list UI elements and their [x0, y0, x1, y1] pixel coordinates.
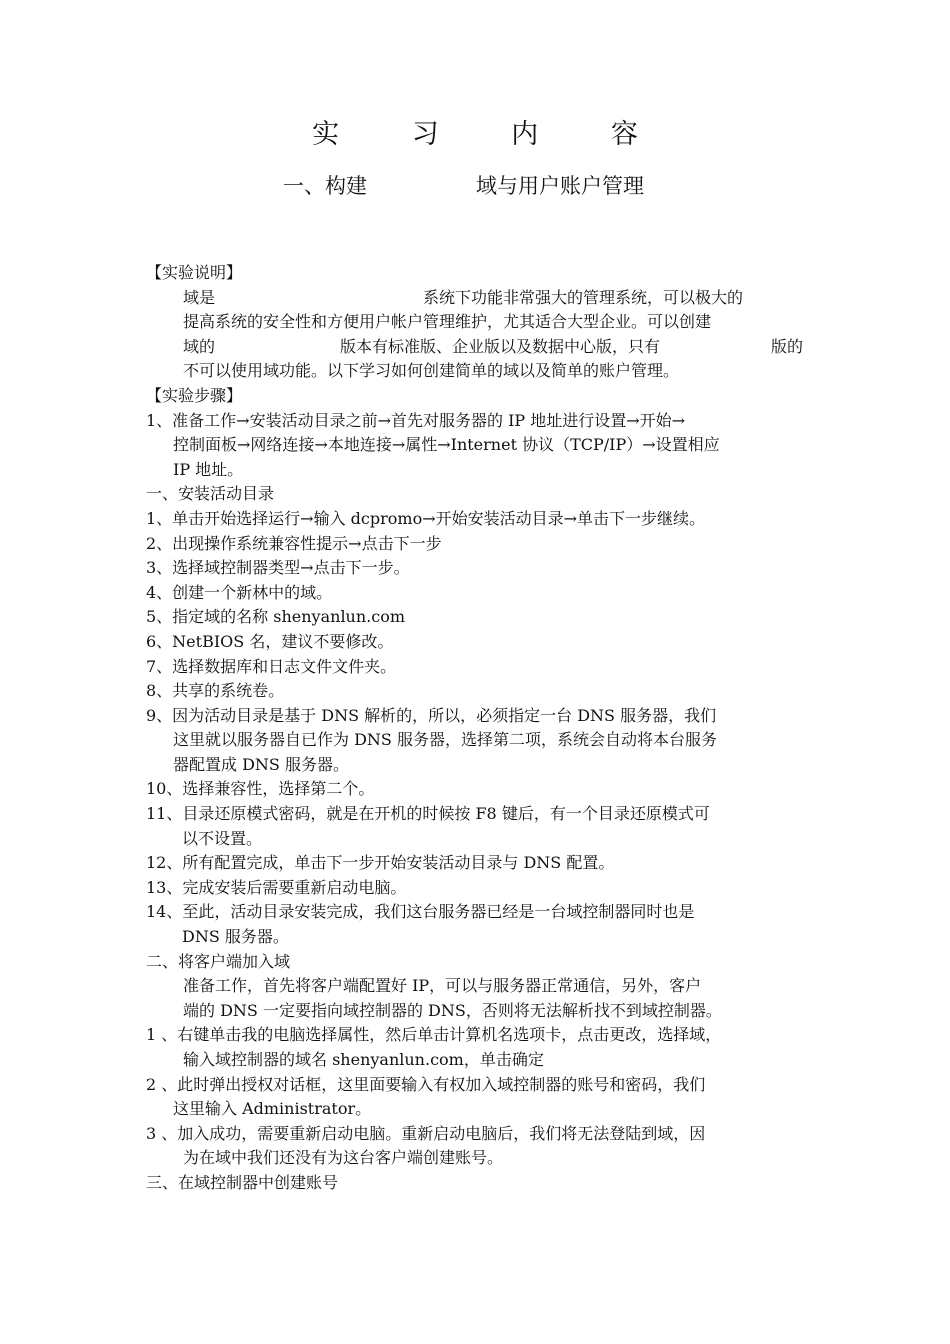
page-title: 实 习 内 容 [312, 119, 670, 150]
list-item-cont: 以不设置。 [182, 828, 263, 848]
document-body [146, 261, 810, 1196]
list-item: 12、所有配置完成，单击下一步开始安装活动目录与 DNS 配置。 [146, 853, 615, 873]
list-item: 5、指定域的名称 shenyanlun.com [146, 607, 406, 627]
list-item: 2 、此时弹出授权对话框，这里面要输入有权加入域控制器的账号和密码，我们 [146, 1074, 706, 1094]
list-item-cont: 输入域控制器的域名 shenyanlun.com，单击确定 [183, 1050, 544, 1069]
part2-intro-line: 端的 DNS 一定要指向域控制器的 DNS，否则将无法解析找不到域控制器。 [183, 1000, 722, 1020]
explain-line-3-b: 版本有标准版、企业版以及数据中心版，只有 [340, 336, 661, 356]
part2-intro-line: 准备工作，首先将客户端配置好 IP，可以与服务器正常通信，另外，客户 [183, 976, 702, 996]
list-item-cont: 器配置成 DNS 服务器。 [173, 754, 349, 774]
list-item: 6、NetBIOS 名，建议不要修改。 [146, 631, 394, 651]
part3-title: 三、在域控制器中创建账号 [146, 1172, 339, 1192]
explain-line-3-c: 版的 [771, 336, 804, 356]
list-item: 11、目录还原模式密码，就是在开机的时候按 F8 键后，有一个目录还原模式可 [146, 804, 710, 824]
explain-line-1-b: 系统下功能非常强大的管理系统，可以极大的 [423, 287, 744, 307]
list-item: 4、创建一个新林中的域。 [146, 582, 333, 602]
prep-line-1: 1、准备工作→安装活动目录之前→首先对服务器的 IP 地址进行设置→开始→ [146, 410, 686, 430]
explain-line-4: 不可以使用域功能。以下学习如何创建简单的域以及简单的账户管理。 [183, 361, 680, 381]
steps-heading: 【实验步骤】 [146, 385, 243, 405]
section-title [0, 170, 950, 202]
section-title-left: 一、构建 [283, 174, 367, 198]
explain-line-1-a: 域是 [183, 287, 216, 307]
list-item-cont: 这里就以服务器自已作为 DNS 服务器，选择第二项，系统会自动将本台服务 [173, 730, 717, 750]
explain-line-3-a: 域的 [183, 336, 216, 356]
explain-heading: 【实验说明】 [146, 263, 243, 282]
list-item: 7、选择数据库和日志文件文件夹。 [146, 656, 397, 676]
part1-title: 一、安装活动目录 [146, 484, 275, 504]
list-item-cont: 这里输入 Administrator。 [173, 1099, 372, 1119]
list-item: 3、选择域控制器类型→点击下一步。 [146, 558, 410, 578]
list-item: 10、选择兼容性，选择第二个。 [146, 779, 375, 799]
section-title-right: 域与用户账户管理 [476, 174, 644, 198]
list-item: 3 、加入成功，需要重新启动电脑。重新启动电脑后，我们将无法登陆到域，因 [146, 1123, 706, 1143]
list-item: 14、至此，活动目录安装完成，我们这台服务器已经是一台域控制器同时也是 [146, 902, 695, 922]
explain-line-2: 提高系统的安全性和方便用户帐户管理维护，尤其适合大型企业。可以创建 [183, 312, 712, 332]
list-item: 1、单击开始选择运行→输入 dcpromo→开始安装活动目录→单击下一步继续。 [146, 508, 706, 528]
list-item: 2、出现操作系统兼容性提示→点击下一步 [146, 533, 442, 553]
part2-title: 二、将客户端加入域 [146, 951, 291, 971]
explain-line-3 [146, 335, 810, 360]
explain-line-1 [146, 286, 810, 311]
list-item: 9、因为活动目录是基于 DNS 解析的，所以，必须指定一台 DNS 服务器，我们 [146, 705, 717, 725]
prep-line-3: IP 地址。 [173, 459, 244, 479]
list-item: 8、共享的系统卷。 [146, 681, 285, 701]
prep-line-2: 控制面板→网络连接→本地连接→属性→Internet 协议（TCP/IP）→设置相应 [173, 435, 720, 455]
list-item: 13、完成安装后需要重新启动电脑。 [146, 877, 407, 897]
list-item: 1 、右键单击我的电脑选择属性，然后单击计算机名选项卡，点击更改，选择域， [146, 1025, 722, 1045]
list-item-cont: 为在域中我们还没有为这台客户端创建账号。 [183, 1148, 504, 1168]
list-item-cont: DNS 服务器。 [182, 927, 289, 947]
